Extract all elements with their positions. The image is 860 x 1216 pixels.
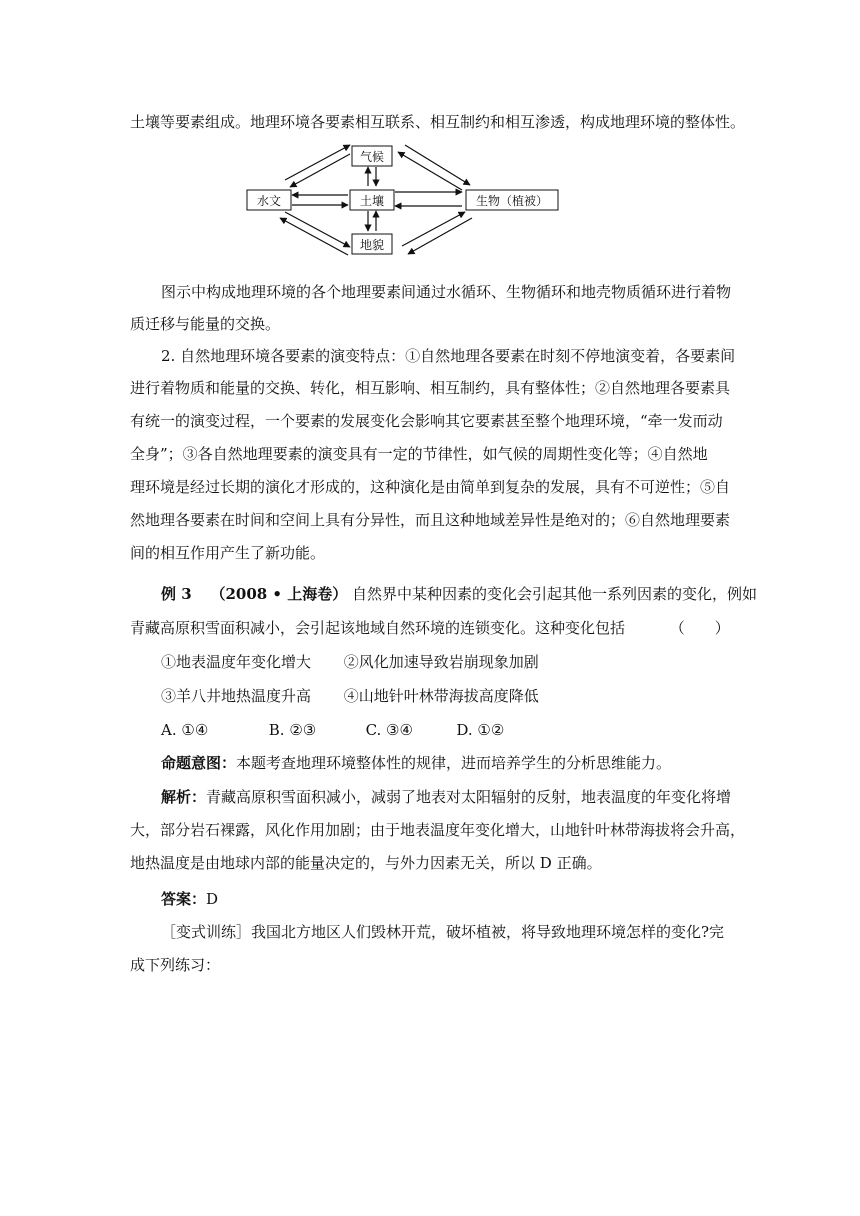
example-options-row [161, 720, 504, 740]
option-c: C. ③④ [365, 721, 413, 739]
geo-elements-diagram [240, 140, 570, 265]
variant-line-2: 成下列练习： [130, 956, 221, 974]
example-items-row-2 [161, 686, 539, 706]
para2-line-1: 2. 自然地理环境各要素的演变特点：①自然地理各要素在时刻不停地演变着，各要素间 [161, 347, 736, 365]
example-label: 例 3 [161, 585, 192, 603]
answer-value: D [206, 890, 219, 908]
example-item-3: ③羊八井地热温度升高 [161, 687, 312, 705]
para1-line-1: 图示中构成地理环境的各个地理要素间通过水循环、生物循环和地壳物质循环进行着物 [161, 283, 732, 301]
example-item-2: ②风化加速导致岩崩现象加剧 [343, 653, 539, 671]
analysis-label: 解析： [161, 788, 207, 806]
para2-line-3: 有统一的演变过程，一个要素的发展变化会影响其它要素甚至整个地理环境，“牵一发而动 [130, 412, 723, 430]
arrow-hydrology-to-climate [285, 145, 350, 180]
arrow-biology-to-landform [408, 218, 472, 254]
node-soil: 土壤 [359, 194, 385, 208]
example-items-row-1 [161, 652, 539, 672]
arrow-climate-to-biology [405, 145, 470, 185]
arrow-landform-to-biology [402, 212, 465, 246]
example-stem-line-1 [161, 584, 757, 604]
option-b: B. ②③ [268, 721, 317, 739]
para2-line-2: 进行着物质和能量的交换、转化，相互影响、相互制约，具有整体性；②自然地理各要素具 [130, 379, 731, 397]
example-stem-line-2 [130, 618, 730, 638]
para1-line-2: 质迁移与能量的交换。 [130, 315, 281, 333]
answer-line [161, 889, 218, 909]
para2-line-6: 然地理各要素在时间和空间上具有分异性，而且这种地域差异性是绝对的；⑥自然地理要素 [130, 511, 731, 529]
intro-line: 土壤等要素组成。地理环境各要素相互联系、相互制约和相互渗透，构成地理环境的整体性。 [130, 113, 746, 131]
intent-text: 本题考查地理环境整体性的规律，进而培养学生的分析思维能力。 [236, 754, 672, 772]
example-item-4: ④山地针叶林带海拔高度降低 [343, 687, 539, 705]
node-hydrology: 水文 [256, 194, 282, 208]
example-bracket: （ ） [669, 619, 730, 637]
analysis-line-3: 地热温度是由地球内部的能量决定的，与外力因素无关，所以 D 正确。 [130, 854, 602, 872]
example-stem-1: 自然界中某种因素的变化会引起其他一系列因素的变化，例如 [352, 585, 758, 603]
variant-text-1: 我国北方地区人们毁林开荒，破坏植被，将导致地理环境怎样的变化?完 [251, 923, 725, 941]
example-stem-2: 青藏高原积雪面积减小，会引起该地域自然环境的连锁变化。这种变化包括 [130, 619, 626, 637]
node-climate: 气候 [359, 150, 385, 164]
intent-line [161, 753, 671, 773]
analysis-line-1 [161, 787, 731, 807]
arrow-climate-to-hydrology [290, 154, 350, 187]
para2-line-4: 全身”；③各自然地理要素的演变具有一定的节律性，如气候的周期性变化等；④自然地 [130, 445, 708, 463]
intent-label: 命题意图： [161, 754, 237, 772]
analysis-line-2: 大，部分岩石裸露，风化作用加剧；由于地表温度年变化增大，山地针叶林带海拔将会升高， [130, 821, 746, 839]
variant-label: ［变式训练］ [161, 923, 252, 941]
para2-line-5: 理环境是经过长期的演化才形成的，这种演化是由简单到复杂的发展，具有不可逆性；⑤自 [130, 478, 731, 496]
answer-label: 答案： [161, 890, 207, 908]
analysis-text-1: 青藏高原积雪面积减小，减弱了地表对太阳辐射的反射，地表温度的年变化将增 [206, 788, 732, 806]
example-source: （2008 • 上海卷） [210, 585, 348, 603]
option-d: D. ①② [456, 721, 505, 739]
arrow-hydrology-to-landform [285, 212, 350, 247]
para2-line-7: 间的相互作用产生了新功能。 [130, 544, 326, 562]
arrow-landform-to-hydrology [280, 218, 348, 255]
node-landform: 地貌 [359, 238, 385, 252]
node-biology: 生物（植被） [475, 194, 549, 208]
variant-line-1 [161, 922, 724, 942]
example-item-1: ①地表温度年变化增大 [161, 653, 312, 671]
arrow-biology-to-climate [398, 152, 462, 190]
option-a: A. ①④ [161, 721, 209, 739]
